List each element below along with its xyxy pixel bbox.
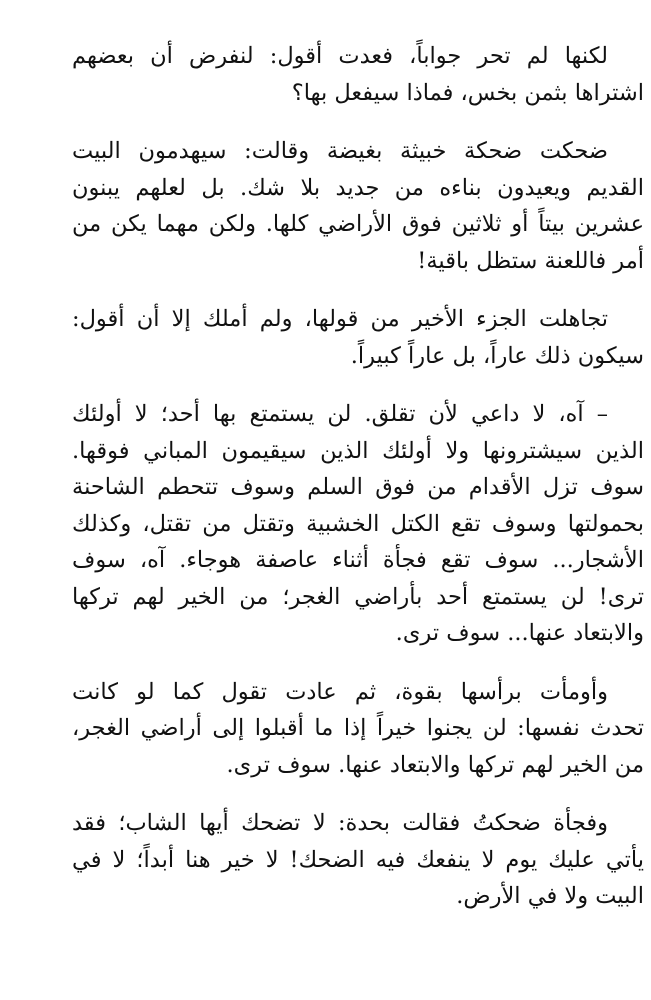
text-line: تحدث نفسها: لن يجنوا خيراً إذا ما أقبلوا إلى أراضي الغجر، bbox=[72, 715, 644, 741]
text-line: وأومأت برأسها بقوة، ثم عادت تقول كما لو كانت bbox=[72, 678, 608, 705]
text-line: ترى! لن يستمتع أحد بأراضي الغجر؛ من الخير لهم تركها bbox=[72, 583, 644, 610]
text-line: عشرين بيتاً أو ثلاثين فوق الأراضي كلها. ولكن مهما يكن من bbox=[72, 211, 644, 237]
text-line: ضحكت ضحكة خبيثة بغيضة وقالت: سيهدمون البيت bbox=[72, 138, 608, 164]
paragraph-4 bbox=[72, 396, 644, 652]
text-line: والابتعاد عنها... سوف ترى. bbox=[395, 620, 644, 646]
text-line: أمر فاللعنة ستظل باقية! bbox=[417, 247, 644, 274]
text-line: بحمولتها وسوف تقع الكتل الخشبية وتقتل من تقتل، وكذلك bbox=[72, 510, 644, 537]
text-line: من الخير لهم تركها والابتعاد عنها. سوف ترى. bbox=[226, 751, 644, 778]
paragraph-6 bbox=[72, 805, 644, 915]
text-line: تجاهلت الجزء الأخير من قولها، ولم أملك إلا أن أقول: bbox=[72, 306, 608, 332]
paragraph-1 bbox=[72, 38, 644, 111]
paragraph-2 bbox=[72, 133, 644, 279]
book-page bbox=[72, 38, 644, 937]
text-line: لكنها لم تحر جواباً، فعدت أقول: لنفرض أن بعضهم bbox=[72, 43, 608, 69]
paragraph-5 bbox=[72, 674, 644, 784]
text-line: – آه، لا داعي لأن تقلق. لن يستمتع بها أحد؛ لا أولئك bbox=[72, 401, 608, 427]
text-line: سيكون ذلك عاراً، بل عاراً كبيراً. bbox=[350, 342, 644, 369]
text-line: اشتراها بثمن بخس، فماذا سيفعل بها؟ bbox=[291, 79, 644, 106]
text-line: وفجأة ضحكتُ فقالت بحدة: لا تضحك أيها الشاب؛ فقد bbox=[72, 810, 608, 836]
paragraph-3 bbox=[72, 301, 644, 374]
text-line: سوف تزل الأقدام من فوق السلم وسوف تتحطم الشاحنة bbox=[72, 474, 644, 500]
text-line: الذين سيشترونها ولا أولئك الذين سيقيمون المباني فوقها. bbox=[72, 437, 644, 464]
text-line: يأتي عليك يوم لا ينفعك فيه الضحك! لا خير هنا أبداً؛ لا في bbox=[72, 846, 644, 873]
text-line: الأشجار... سوف تقع فجأة أثناء عاصفة هوجاء. آه، سوف bbox=[72, 547, 644, 573]
text-line: البيت ولا في الأرض. bbox=[456, 883, 644, 909]
text-line: القديم ويعيدون بناءه من جديد بلا شك. بل لعلهم يبنون bbox=[72, 174, 644, 201]
